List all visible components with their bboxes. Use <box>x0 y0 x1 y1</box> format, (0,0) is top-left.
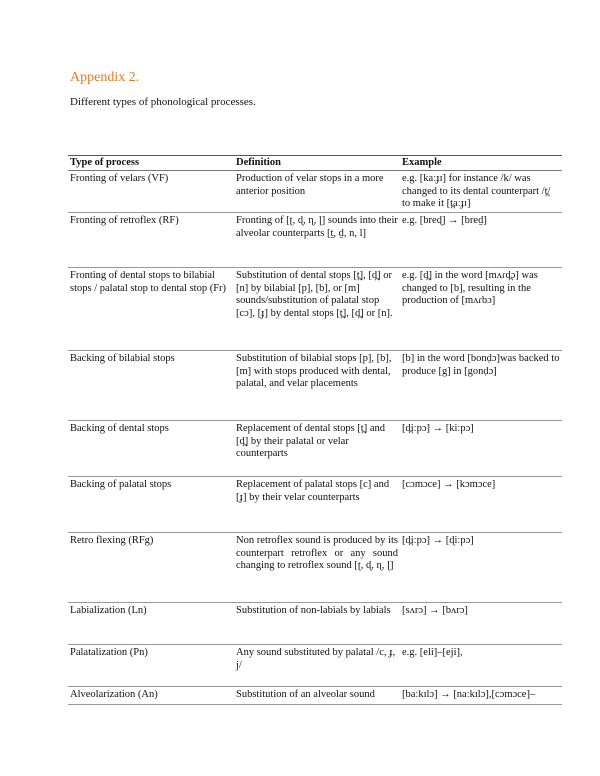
process-type: Backing of palatal stops <box>68 477 234 533</box>
process-type: Backing of bilabial stops <box>68 351 234 421</box>
table-row <box>68 171 562 213</box>
table-header-row <box>68 156 562 171</box>
header-definition: Definition <box>234 156 400 171</box>
process-type: Palatalization (Pn) <box>68 645 234 687</box>
process-definition: Non retroflex sound is produced by its counterpart retroflex or any sound changing to retroflex sound [ʈ, ɖ, ɳ, ɭ] <box>234 533 400 603</box>
process-type: Fronting of dental stops to bilabial stops / palatal stop to dental stop (Fr) <box>68 268 234 351</box>
table-row <box>68 645 562 687</box>
process-type: Labialization (Ln) <box>68 603 234 645</box>
table-row <box>68 421 562 477</box>
process-type: Fronting of retroflex (RF) <box>68 213 234 268</box>
table-row <box>68 603 562 645</box>
header-type: Type of process <box>68 156 234 171</box>
table-row <box>68 533 562 603</box>
process-example: [sʌrɔ] → [bʌrɔ] <box>400 603 562 645</box>
process-definition: Fronting of [ʈ, ɖ, ɳ, ɭ] sounds into their alveolar counterparts [t̠, d̠, n, l] <box>234 213 400 268</box>
process-type: Backing of dental stops <box>68 421 234 477</box>
process-type: Retro flexing (RFg) <box>68 533 234 603</box>
process-example: [b] in the word [bonḍɔ]was backed to produce [g] in [gonḍɔ] <box>400 351 562 421</box>
process-definition: Replacement of palatal stops [c] and [ɟ] by their velar counterparts <box>234 477 400 533</box>
phonological-processes-table <box>68 155 562 705</box>
appendix-heading: Appendix 2. <box>70 70 140 85</box>
table-row <box>68 477 562 533</box>
process-example: [d̪iːpɔ] → [ɖiːpɔ] <box>400 533 562 603</box>
table-row <box>68 687 562 705</box>
process-definition: Substitution of dental stops [t̪], [d̪] or [n] by bilabial [p], [b], or [m] sounds/substitution of palatal stop [cɔ], [ɟ] by dental stops [t̪], [d̪] or [n]. <box>234 268 400 351</box>
header-example: Example <box>400 156 562 171</box>
process-type: Fronting of velars (VF) <box>68 171 234 213</box>
process-example: [cɔmɔce] → [kɔmɔce] <box>400 477 562 533</box>
process-definition: Replacement of dental stops [t̪] and [d̪] by their palatal or velar counterparts <box>234 421 400 477</box>
process-type: Alveolarization (An) <box>68 687 234 705</box>
table-row <box>68 351 562 421</box>
process-definition: Production of velar stops in a more anterior position <box>234 171 400 213</box>
process-definition: Substitution of bilabial stops [p], [b], [m] with stops produced with dental, palatal, and velar placements <box>234 351 400 421</box>
process-example: e.g. [kaːɟɪ] for instance /k/ was changed to its dental counterpart /t̪/ to make it [t̪aːɟɪ] <box>400 171 562 213</box>
process-example: e.g. [eli]–[eji], <box>400 645 562 687</box>
table-row <box>68 213 562 268</box>
process-example: [d̪iːpɔ] → [kiːpɔ] <box>400 421 562 477</box>
process-example: [baːkɪlɔ] → [naːkɪlɔ],[cɔmɔce]– <box>400 687 562 705</box>
table-caption: Different types of phonological processes. <box>70 96 256 108</box>
process-definition: Substitution of an alveolar sound <box>234 687 400 705</box>
process-definition: Substitution of non-labials by labials <box>234 603 400 645</box>
table-row <box>68 268 562 351</box>
process-definition: Any sound substituted by palatal /c, ɟ, j/ <box>234 645 400 687</box>
process-example: e.g. [breɖ] → [bred̠] <box>400 213 562 268</box>
process-example: e.g. [d̪] in the word [mʌɾd̪ɔ] was changed to [b], resulting in the production of [mʌɾbɔ] <box>400 268 562 351</box>
